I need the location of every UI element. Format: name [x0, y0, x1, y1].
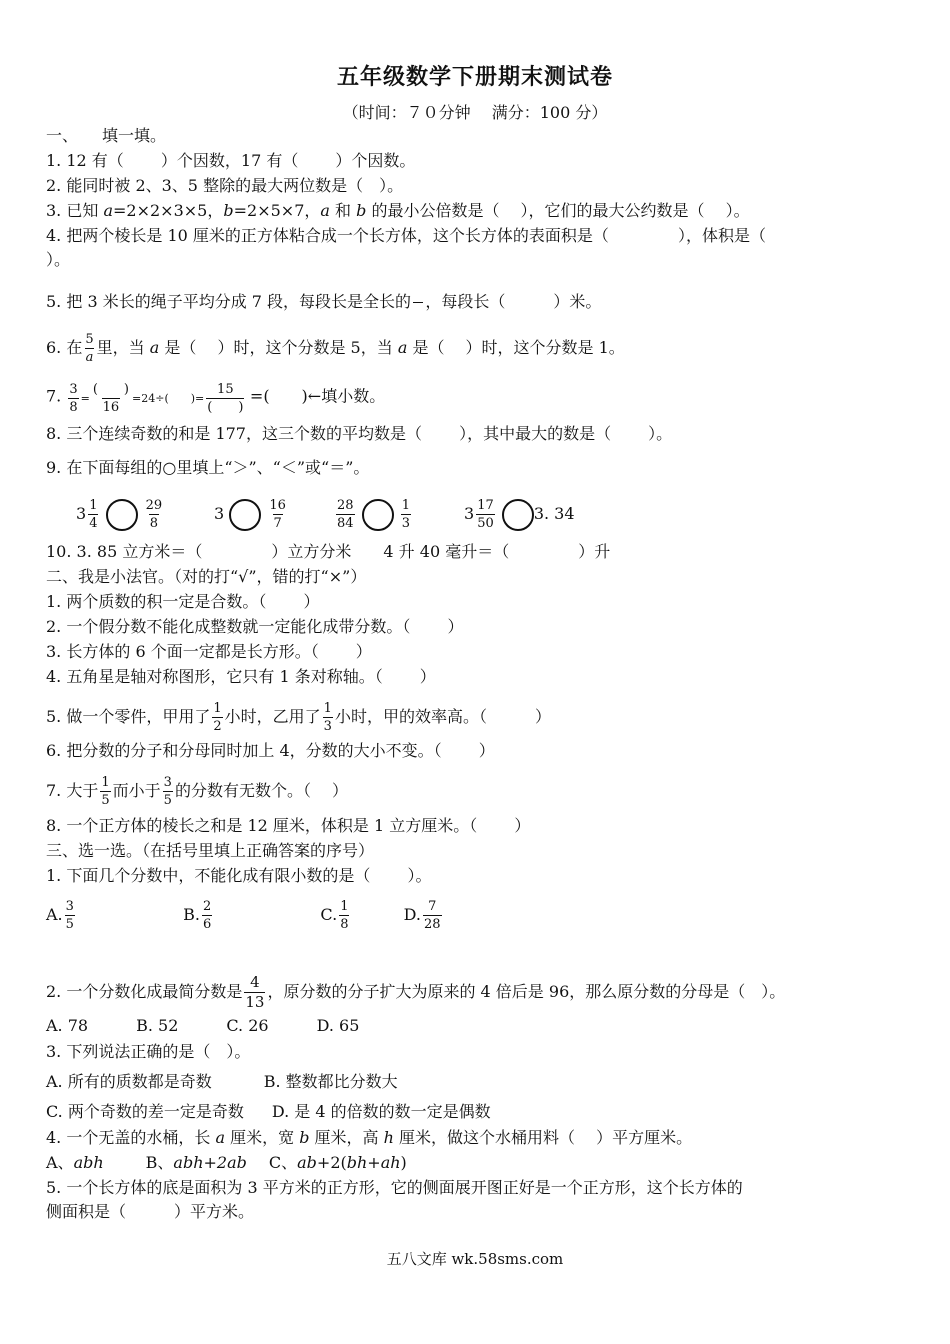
s1-q9-group4: 3 $\frac{17}{50}$ 3. 34	[464, 498, 575, 531]
fraction-5-over-a: $\frac{5}{a}$	[85, 332, 94, 365]
s2-q1: 1. 两个质数的积一定是合数。（ ）	[46, 592, 320, 611]
compare-circle[interactable]	[229, 499, 261, 531]
s3-q3: 3. 下列说法正确的是（ ）。	[46, 1042, 251, 1061]
section3-heading: 三、选一选。（在括号里填上正确答案的序号）	[46, 841, 375, 860]
s1-q2: 2. 能同时被 2、3、5 整除的最大两位数是（ ）。	[46, 176, 404, 195]
s1-q4-line2: ）。	[46, 250, 71, 269]
s2-q7: 7. 大于 $\frac{1}{5}$ 而小于 $\frac{3}{5}$ 的分数有无数个。（ ）	[46, 775, 349, 808]
section1-heading: 一、 填一填。	[46, 126, 167, 145]
s1-q3: 3. 已知 a=2×2×3×5，b=2×5×7，a 和 b 的最小公倍数是（ ），它们的最大公约数是（ ）。	[46, 201, 750, 220]
fraction-15-blank: $\frac{15}{( )}$	[207, 382, 244, 415]
s2-q6: 6. 把分数的分子和分母同时加上 4，分数的大小不变。（ ）	[46, 741, 495, 760]
blank-fraction	[413, 287, 423, 318]
s3-q5-line2: 侧面积是（ ）平方米。	[46, 1202, 255, 1221]
s3-q4-options: A、abh B、abh+2ab C、ab+2(bh+ah)	[46, 1153, 407, 1172]
s1-q9-group3: $\frac{28}{84}$ $\frac{1}{3}$	[337, 498, 411, 531]
s3-q3-options-cd: C. 两个奇数的差一定是奇数 D. 是 4 的倍数的数一定是偶数	[46, 1102, 491, 1121]
s1-q9: 9. 在下面每组的○里填上“＞”、“＜”或“＝”。	[46, 458, 370, 477]
s1-q4-line1: 4. 把两个棱长是 10 厘米的正方体粘合成一个长方体，这个长方体的表面积是（ ），体积是（	[46, 226, 766, 245]
compare-circle[interactable]	[362, 499, 394, 531]
s3-q2: 2. 一个分数化成最简分数是 $\frac{4}{13}$ ，原分数的分子扩大为原来的 4 倍后是 96，那么原分数的分母是（ ）。	[46, 973, 786, 1011]
page-subtitle: （时间：７０分钟 满分：100 分）	[342, 103, 608, 122]
s2-q2: 2. 一个假分数不能化成整数就一定能化成带分数。（ ）	[46, 617, 464, 636]
section2-heading: 二、我是小法官。（对的打“√”，错的打“×”）	[46, 567, 367, 586]
s1-q6: 6. 在 $\frac{5}{a}$ 里，当 a 是（ ）时，这个分数是 5，当 a 是（ ）时，这个分数是 1。	[46, 332, 625, 365]
s2-q3: 3. 长方体的 6 个面一定都是长方形。（ ）	[46, 642, 372, 661]
s1-q8: 8. 三个连续奇数的和是 177，这三个数的平均数是（ ），其中最大的数是（ ）。	[46, 424, 673, 443]
s3-q3-options-ab: A. 所有的质数都是奇数 B. 整数都比分数大	[46, 1072, 398, 1091]
s3-q4: 4. 一个无盖的水桶，长 a 厘米，宽 b 厘米，高 h 厘米，做这个水桶用料（ ）平方厘米。	[46, 1128, 693, 1147]
footer-watermark: 五八文库 wk.58sms.com	[386, 1250, 564, 1268]
s1-q9-group1: 3 $\frac{1}{4}$ $\frac{29}{8}$	[76, 498, 163, 531]
s1-q7: 7. $\frac{3}{8}$ = $\frac{( )}{16}$ =24÷( )= $\frac{15}{( )}$ =( )←填小数。	[46, 382, 386, 415]
s1-q9-group2: 3 $\frac{16}{7}$	[214, 498, 286, 531]
s3-q1: 1. 下面几个分数中，不能化成有限小数的是（ ）。	[46, 866, 432, 885]
page-title: 五年级数学下册期末测试卷	[336, 64, 613, 90]
s3-q1-options: A. $\frac{3}{5}$ B. $\frac{2}{6}$ C. $\frac{1}{8}$ D. $\frac{7}{28}$	[46, 899, 441, 932]
s3-q5-line1: 5. 一个长方体的底是面积为 3 平方米的正方形，它的侧面展开图正好是一个正方形，这个长方体的	[46, 1178, 743, 1197]
s1-q5: 5. 把 3 米长的绳子平均分成 7 段，每段长是全长的 ，每段长（ ）米。	[46, 287, 601, 318]
fraction-blank-16: $\frac{( )}{16}$	[92, 382, 130, 415]
fraction-3-8: $\frac{3}{8}$	[69, 382, 78, 415]
compare-circle[interactable]	[502, 499, 534, 531]
s1-q10: 10. 3. 85 立方米＝（ ）立方分米 4 升 40 毫升＝（ ）升	[46, 542, 611, 561]
compare-circle[interactable]	[106, 499, 138, 531]
s2-q4: 4. 五角星是轴对称图形，它只有 1 条对称轴。（ ）	[46, 667, 436, 686]
s3-q2-options: A. 78 B. 52 C. 26 D. 65	[46, 1016, 360, 1035]
s1-q1: 1. 12 有（ ）个因数，17 有（ ）个因数。	[46, 151, 416, 170]
s2-q8: 8. 一个正方体的棱长之和是 12 厘米，体积是 1 立方厘米。（ ）	[46, 816, 531, 835]
s2-q5: 5. 做一个零件，甲用了 $\frac{1}{2}$ 小时，乙用了 $\frac{1}{3}$ 小时，甲的效率高。（ ）	[46, 701, 551, 734]
